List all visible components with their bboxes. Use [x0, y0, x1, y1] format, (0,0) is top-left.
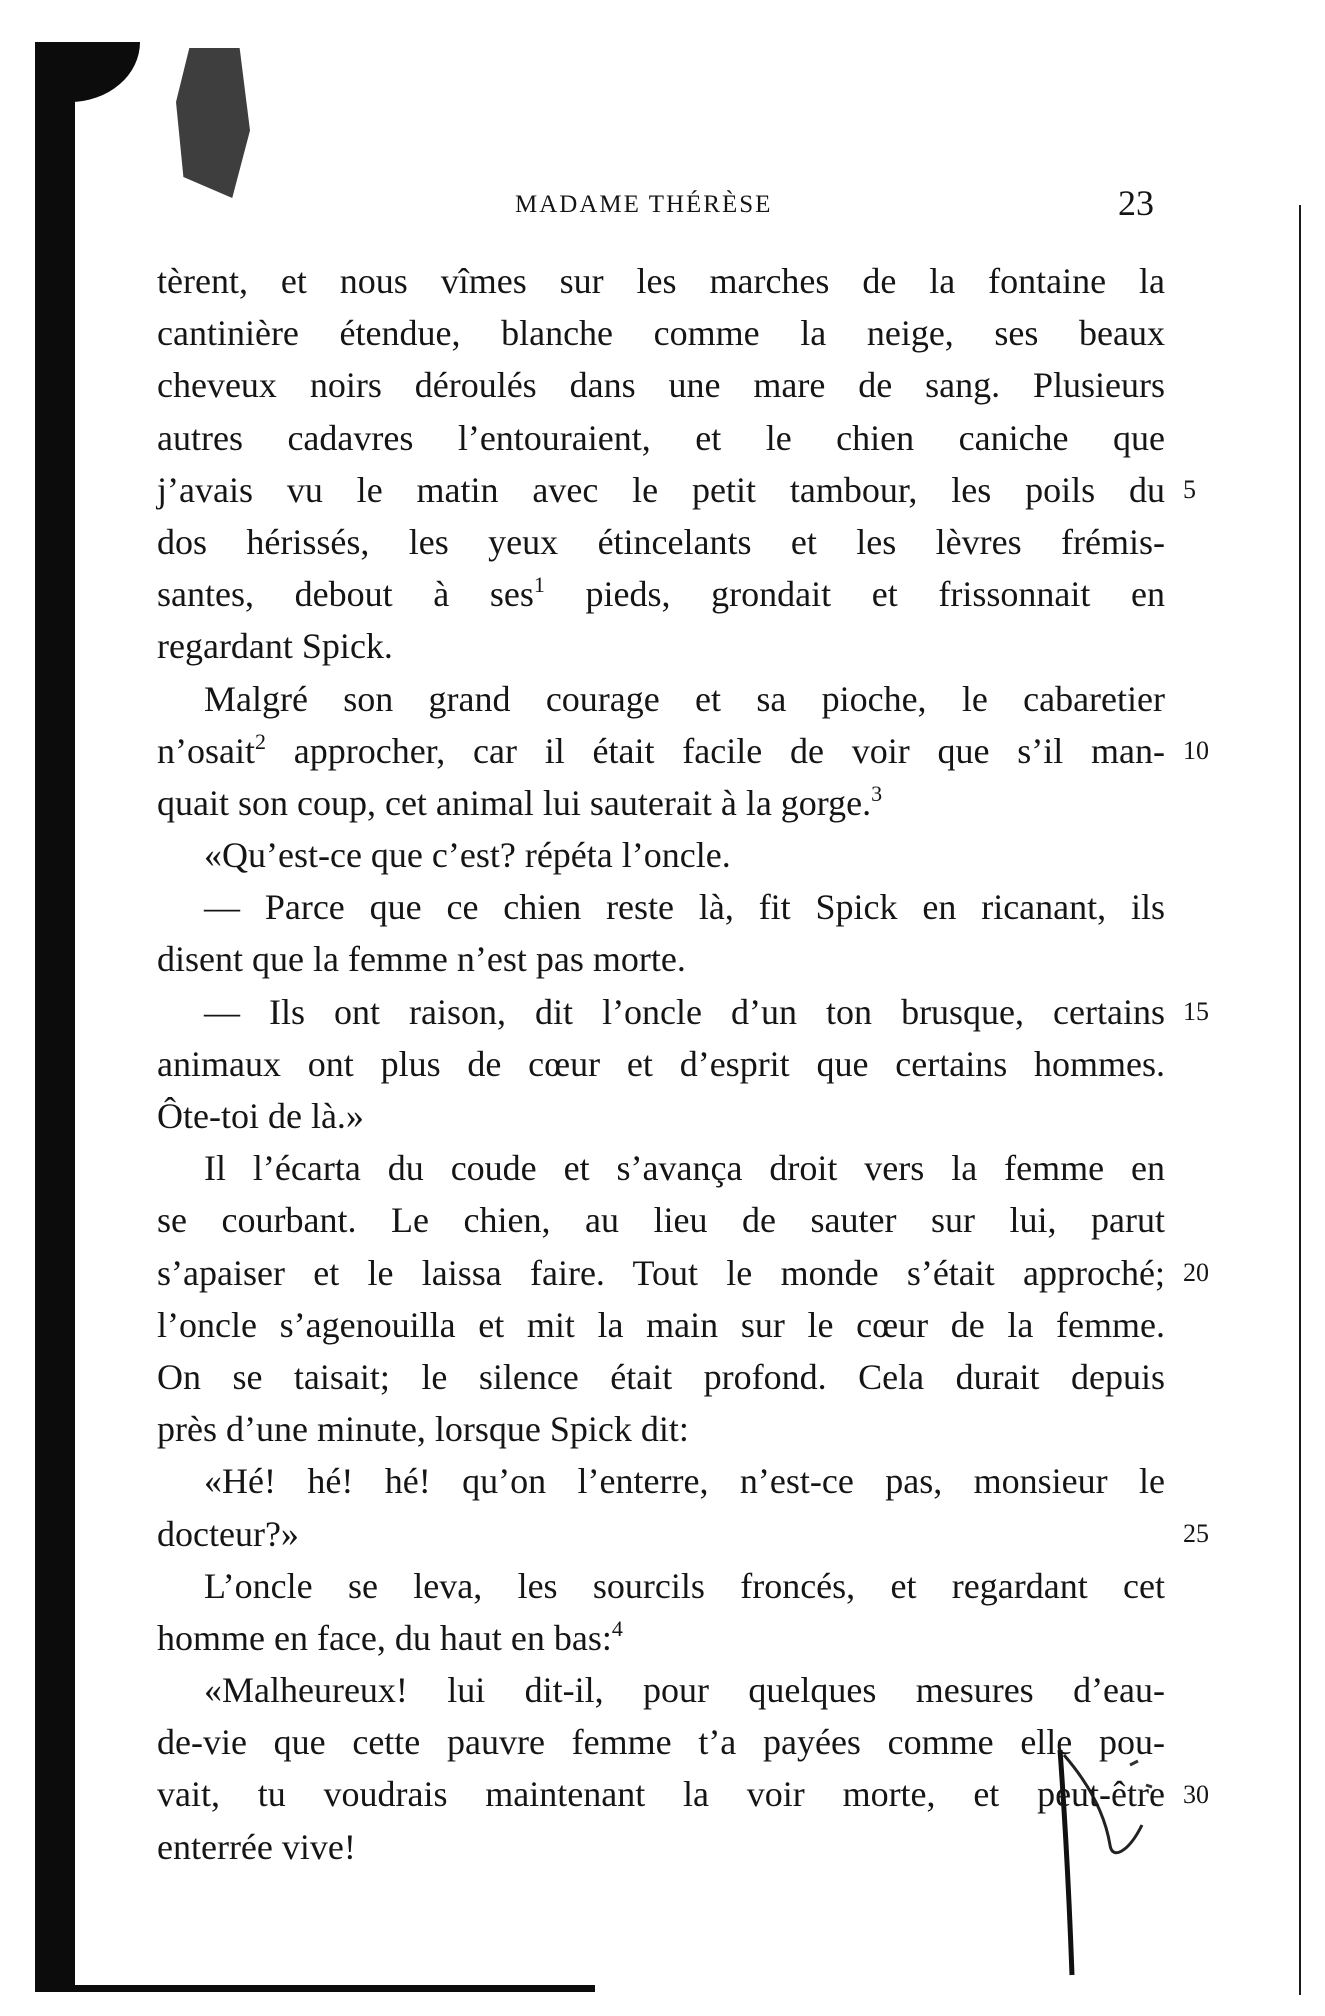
text-line: se courbant. Le chien, au lieu de sauter sur lui, parut [157, 1200, 1165, 1241]
scan-blot [176, 48, 250, 198]
footnote-ref: 1 [533, 572, 545, 598]
text-line: vait, tu voudrais maintenant la voir morte, et peut-être [157, 1774, 1165, 1815]
text-line: enterrée vive! [157, 1826, 356, 1867]
scan-edge-bottom [35, 1985, 595, 1992]
line-number: 25 [1183, 1519, 1209, 1548]
text-line: regardant Spick. [157, 626, 393, 667]
text-line: près d’une minute, lorsque Spick dit: [157, 1409, 689, 1450]
scan-edge-curve [70, 42, 140, 102]
text-line: dos hérissés, les yeux étincelants et les lèvres frémis- [157, 521, 1165, 562]
line-number: 15 [1183, 997, 1209, 1026]
line-number: 30 [1183, 1780, 1209, 1809]
text-line: de-vie que cette pauvre femme t’a payées comme elle pou- [157, 1722, 1165, 1763]
body-text [157, 255, 1165, 1873]
text-line: Malgré son grand courage et sa pioche, le cabaretier [204, 678, 1165, 719]
scan-edge-right [1299, 205, 1301, 1995]
text-line: n’osait$^2$ approcher, car il était facile de voir que s’il man- [157, 728, 1165, 771]
text-line: L’oncle se leva, les sourcils froncés, et regardant cet [204, 1565, 1165, 1606]
text-line: disent que la femme n’est pas morte. [157, 939, 686, 980]
page-number: 23 [1118, 183, 1154, 223]
line-number: 10 [1183, 736, 1209, 765]
text-line: — Parce que ce chien reste là, fit Spick en ricanant, ils [204, 887, 1165, 928]
text-line: cheveux noirs déroulés dans une mare de sang. Plusieurs [157, 365, 1165, 406]
text-line: j’avais vu le matin avec le petit tambour, les poils du [157, 469, 1165, 510]
scan-edge-left [35, 42, 75, 1992]
running-head: MADAME THÉRÈSE [515, 191, 773, 218]
text-line: «Qu’est-ce que c’est? répéta l’oncle. [204, 835, 731, 876]
text-line: docteur?» [157, 1513, 299, 1554]
text-line: «Malheureux! lui dit-il, pour quelques mesures d’eau- [204, 1670, 1165, 1711]
text-line: autres cadavres l’entouraient, et le chien caniche que [157, 417, 1165, 458]
text-line: cantinière étendue, blanche comme la neige, ses beaux [157, 313, 1165, 354]
text-line: On se taisait; le silence était profond. Cela durait depuis [157, 1356, 1165, 1397]
text-line: quait son coup, cet animal lui sauterait à la gorge.$^3$ [157, 780, 883, 823]
line-number: 20 [1183, 1258, 1209, 1287]
text-line: animaux ont plus de cœur et d’esprit que certains hommes. [157, 1043, 1165, 1084]
footnote-ref: 4 [611, 1615, 623, 1641]
text-line: santes, debout à ses$^1$ pieds, grondait et frissonnait en [157, 572, 1165, 615]
text-line: homme en face, du haut en bas:$^4$ [157, 1615, 623, 1658]
text-line: s’apaiser et le laissa faire. Tout le monde s’était approché; [157, 1252, 1165, 1293]
footnote-ref: 3 [871, 780, 883, 806]
text-line: Il l’écarta du coude et s’avança droit vers la femme en [204, 1148, 1165, 1189]
line-number: 5 [1183, 475, 1196, 504]
text-line: — Ils ont raison, dit l’oncle d’un ton brusque, certains [204, 991, 1165, 1032]
text-line: tèrent, et nous vîmes sur les marches de la fontaine la [157, 261, 1165, 301]
text-line: Ôte-toi de là.» [157, 1096, 364, 1136]
footnote-ref: 2 [254, 728, 266, 754]
text-line: «Hé! hé! hé! qu’on l’enterre, n’est-ce pas, monsieur le [204, 1461, 1165, 1502]
text-line: l’oncle s’agenouilla et mit la main sur le cœur de la femme. [157, 1304, 1165, 1345]
